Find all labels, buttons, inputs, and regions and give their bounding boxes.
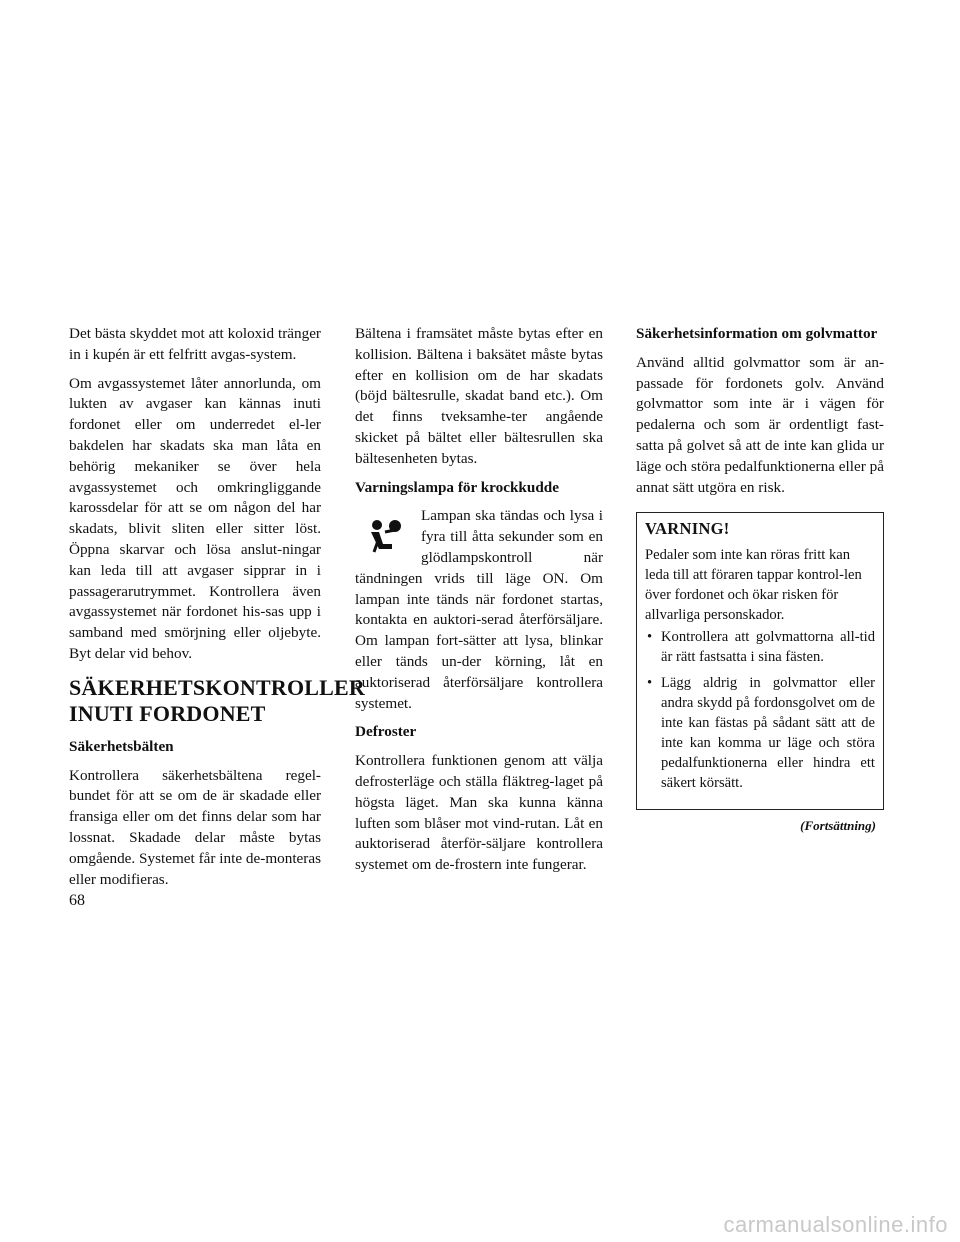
paragraph-airbag-lamp: Lampan ska tändas och lysa i fyra till åtta sekunder som en glödlampskontroll när tändningen vrids till läge ON. Om lampan inte tänds när fordonet startas, kontakta en auktori-serad återförsäljare. Om lampan fort-sätter att lysa, blinkar eller tänds un-der körning, låt en auktoriserad återförsäljare kontrollera systemet.	[355, 507, 603, 712]
warning-title: VARNING!	[645, 519, 730, 539]
paragraph-floor-mats: Använd alltid golvmattor som är an-passade för fordonets golv. Använd golvmattor som inte är i vägen för pedalerna och som är ordentligt fast-satta på golvet så att de inte kan glida ur läge och störa pedalfunktionerna eller på annat sätt utgöra en risk.	[636, 353, 884, 496]
paragraph-carbon-monoxide: Det bästa skyddet mot att koloxid tränger in i kupén är ett felfritt avgas-system.	[69, 325, 321, 363]
paragraph-defroster: Kontrollera funktionen genom att välja defrosterläge och ställa fläktreg-laget på högsta läget. Man ska kunna känna luften som blåser mot vind-rutan. Låt en auktoriserad återför-säljare kontrollera systemet om de-frostern inte fungerar.	[355, 752, 603, 874]
warning-list	[645, 627, 875, 793]
page-number: 68	[69, 892, 85, 909]
continued-label: (Fortsättning)	[800, 818, 876, 834]
column-middle	[355, 324, 603, 884]
subhead-seat-belts: Säkerhetsbälten	[69, 737, 174, 755]
warning-bullet: • Lägg aldrig in golvmattor eller andra skydd på fordonsgolvet om de inte kan fästas på sådant sätt att de inte kan komma ur läge och störa pedalfunktionerna eller hindra ett säkert körsätt.	[645, 673, 875, 793]
column-right	[636, 324, 884, 837]
paragraph-seat-belts: Kontrollera säkerhetsbältena regel-bundet för att se om de är skadade eller fransiga eller om det finns delar som har lossnat. Skadade delar måste bytas omgående. Systemet får inte de-monteras eller modifieras.	[69, 766, 321, 888]
airbag-lamp-block	[355, 506, 603, 722]
subhead-airbag-lamp: Varningslampa för krockkudde	[355, 478, 559, 496]
paragraph-front-belts: Bältena i framsätet måste bytas efter en kollision. Bältena i baksätet måste bytas efter en kollision om de har skadats (böjd bältesrulle, skadat band etc.). Om det finns tveksamhe-ter angående skicket på bältet eller bältesrullen ska bältesenheten bytas.	[355, 325, 603, 467]
airbag-warning-icon	[365, 518, 401, 558]
paragraph-exhaust-system: Om avgassystemet låter annorlunda, om lukten av avgaser kan kännas inuti fordonet eller om underredet el-ler bakdelen har skadats ska man låta en behörig mekaniker se över hela avgassystemet och omkringliggande karossdelar för att se om någon del har skadats, blivit sliten eller sitter löst. Öppna skarvar och lösa anslut-ningar kan leda till att avgaser sipprar in i passagerarutrymmet. Kontrollera även avgassystemet när fordonet his-sas upp i samband med smörjning eller oljebyte. Byt delar vid behov.	[69, 374, 321, 662]
watermark: carmanualsonline.info	[723, 1212, 948, 1237]
warning-box	[636, 512, 884, 810]
subhead-floor-mats: Säkerhetsinformation om golvmattor	[636, 325, 878, 342]
section-title: SÄKERHETSKONTROLLER INUTI FORDONET	[69, 674, 365, 726]
warning-bullet: • Kontrollera att golvmattorna all-tid är rätt fastsatta i sina fästen.	[645, 627, 875, 667]
subhead-defroster: Defroster	[355, 723, 417, 741]
warning-intro: Pedaler som inte kan röras fritt kan leda till att föraren tappar kontrol-len över fordonet och ökar risken för allvarliga personskador.	[645, 547, 862, 624]
column-left	[69, 324, 365, 898]
